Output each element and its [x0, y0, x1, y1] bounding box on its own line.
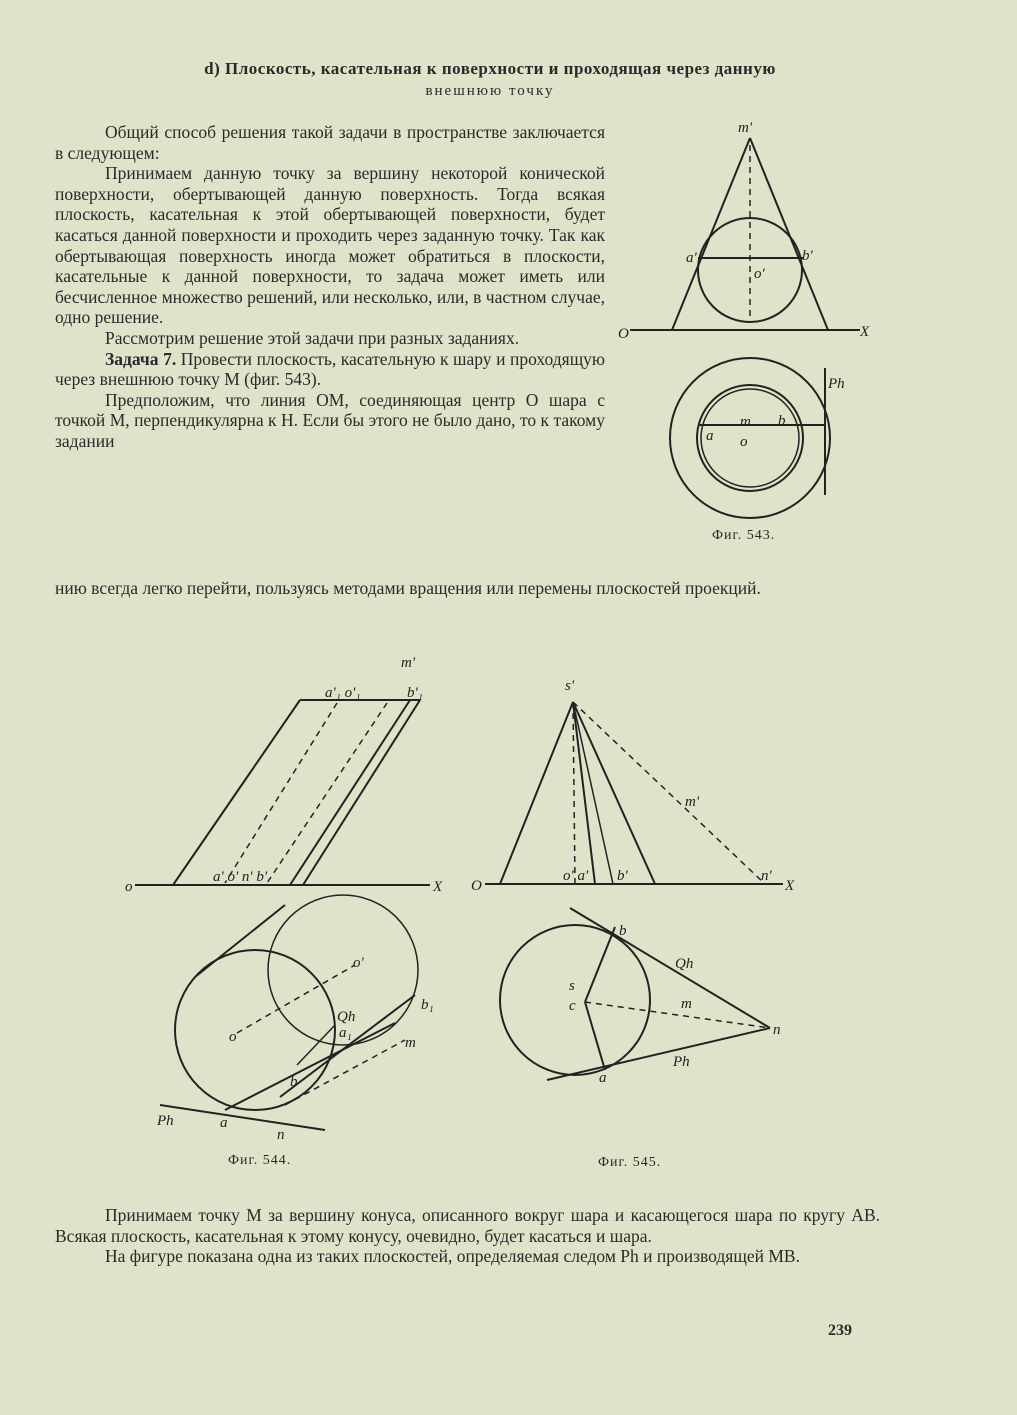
figure-544 [125, 645, 465, 1145]
label-b1-prime: b'₁ [407, 685, 423, 701]
label-bottom-points: o' a' [563, 868, 589, 884]
label-n-prime: n' [761, 868, 772, 884]
label-b: b [619, 923, 627, 939]
label-m: m [740, 414, 751, 430]
plane-line [225, 1023, 395, 1110]
sphere-outer-circle [670, 358, 830, 518]
bottom-paragraph-1: Принимаем точку M за вершину конуса, описанного вокруг шара и касающегося шара по кругу AB. Всякая плоскость, касательная к этому конусу, очевидно, будет касаться и шара. [55, 1205, 880, 1246]
cylinder-right-line-2 [303, 700, 420, 885]
label-m: m [405, 1035, 416, 1051]
page-number: 239 [828, 1322, 852, 1339]
label-a: a [220, 1115, 228, 1131]
label-a: a [706, 428, 714, 444]
dashed-line-mn [573, 702, 765, 884]
label-a: a [599, 1070, 607, 1086]
continuation-paragraph: нию всегда легко перейти, пользуясь методами вращения или перемены плоскостей проекций. [55, 578, 761, 598]
tangent-lower-line [547, 1028, 770, 1080]
segment-b-c [585, 927, 615, 1002]
label-b: b [778, 413, 786, 429]
label-Ph: Ph [673, 1054, 690, 1070]
label-n: n [277, 1127, 285, 1143]
bottom-paragraph-2: На фигуре показана одна из таких плоскостей, определяемая следом Ph и производящей MB. [105, 1246, 800, 1267]
label-o-prime: o' [754, 266, 765, 282]
label-s-prime: s' [565, 678, 575, 694]
heading-line-1: d) Плоскость, касательная к поверхности и проходящая через данную [204, 59, 776, 78]
cone-left-line [672, 138, 750, 330]
label-X: X [785, 878, 795, 894]
bottom-text [55, 1205, 880, 1267]
label-b-prime: b' [802, 248, 813, 264]
label-c: c [569, 998, 576, 1014]
dashed-line-2 [267, 703, 387, 883]
dashed-line-3 [285, 1040, 405, 1105]
label-m: m [681, 996, 692, 1012]
cone-right-line [750, 138, 828, 330]
label-Qh: Qh [675, 956, 694, 972]
label-m-prime: m' [685, 794, 700, 810]
label-a-prime: a' [686, 250, 697, 266]
text-column [55, 122, 605, 452]
cylinder-left-line [173, 700, 300, 885]
label-o: o [740, 434, 748, 450]
heading-line-2: внешнюю точку [425, 83, 555, 99]
label-X: X [860, 324, 870, 340]
label-b1: b₁ [421, 997, 434, 1013]
label-top-points: a'₁ o'₁ [325, 685, 361, 701]
label-o-prime: o' [353, 955, 364, 971]
label-b: b [290, 1074, 298, 1090]
label-o-lower: o [229, 1029, 237, 1045]
caption-543: Фиг. 543. [712, 528, 776, 543]
dashed-center-line [585, 1002, 770, 1028]
continuation-text [55, 578, 875, 599]
paragraph-3: Рассмотрим решение этой задачи при разных заданиях. [105, 327, 520, 348]
paragraph-5: Предположим, что линия OM, соединяющая центр O шара с точкой M, перпендикулярна к H. Если бы этого не было дано, то к такому задании [55, 389, 605, 451]
cone-right-line [573, 702, 655, 884]
cone-inner-line-2 [573, 702, 613, 884]
segment-c-a [585, 1002, 605, 1070]
figure-545 [465, 672, 805, 1092]
task-text: Провести плоскость, касательную к шару и проходящую через внешнюю точку M (фиг. 543). [55, 348, 606, 390]
paragraph-2: Принимаем данную точку за вершину некоторой конической поверхности, обертывающей данную поверхность. Тогда всякая плоскость, касательная к этой обертывающей поверхности, будет касаться данной поверхности и проходить через заданную точку. Так как обертывающая поверхность иногда может обратиться в плоскости, касательные к данной поверхности, то задача может иметь или бесчисленное множество решений, или несколько, или, в частном случае, одно решение. [55, 163, 605, 328]
tangent-line-upper [195, 905, 285, 977]
label-Ph: Ph [828, 376, 845, 392]
task-label: Задача 7. [105, 348, 177, 369]
label-m-prime: m' [738, 120, 753, 136]
label-Ph: Ph [157, 1113, 174, 1129]
label-X: X [433, 879, 443, 895]
label-n: n [773, 1022, 781, 1038]
paragraph-1: Общий способ решения такой задачи в пространстве заключается в следующем: [55, 122, 605, 163]
paragraph-4 [55, 349, 605, 390]
caption-545: Фиг. 545. [598, 1155, 662, 1170]
label-a1: a₁ [339, 1025, 352, 1041]
label-O: O [618, 326, 629, 342]
label-o: o [125, 879, 133, 895]
section-heading [60, 58, 920, 102]
cylinder-right-line-1 [290, 700, 410, 885]
contact-circle-inner [701, 389, 799, 487]
axis-dashed-line [573, 702, 575, 884]
figure-543 [610, 110, 890, 510]
label-b-prime: b' [617, 868, 628, 884]
cone-inner-line-1 [573, 702, 595, 884]
caption-544: Фиг. 544. [228, 1153, 292, 1168]
label-O: O [471, 878, 482, 894]
tangent-upper-line [570, 908, 770, 1028]
cone-left-line [500, 702, 573, 884]
label-bottom-points: a' o' n' b' [213, 869, 268, 885]
label-s: s [569, 978, 575, 994]
label-Qh: Qh [337, 1009, 356, 1025]
label-m-prime: m' [401, 655, 416, 671]
